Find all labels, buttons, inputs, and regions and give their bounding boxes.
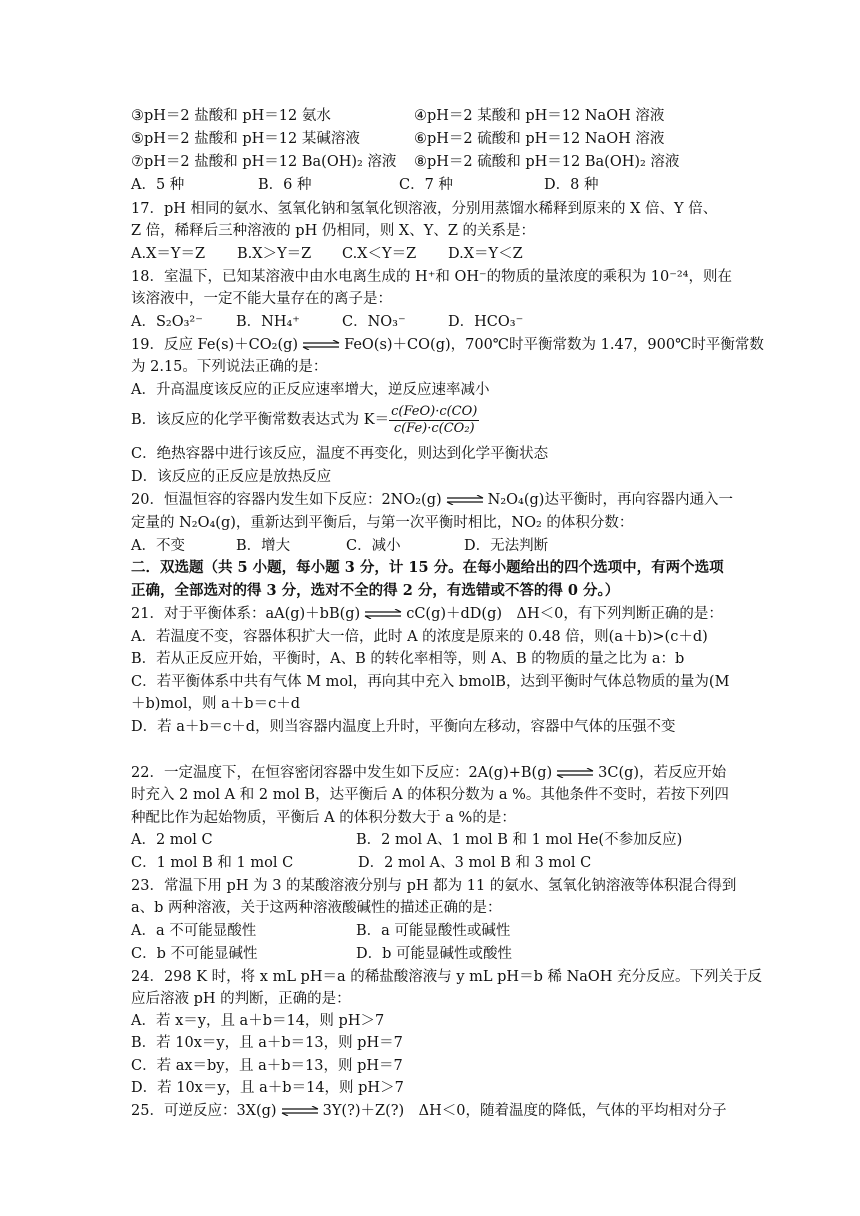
q23-option-c: C．b 不可能显碱性 (131, 946, 258, 962)
q23-option-a: A．a 不可能显酸性 (131, 923, 257, 939)
q19-stem (131, 335, 764, 355)
q25-stem (131, 1101, 727, 1121)
q17-stem-2: Z 倍，稀释后三种溶液的 pH 仍相同，则 X、Y、Z 的关系是： (131, 223, 536, 239)
q23-stem-2: a、b 两种溶液，关于这两种溶液酸碱性的描述正确的是： (131, 900, 502, 916)
q19-option-c: C．绝热容器中进行该反应，温度不再变化，则达到化学平衡状态 (131, 446, 549, 462)
q18-option-c: C．NO₃⁻ (342, 314, 406, 330)
q19-option-d: D．该反应的正反应是放热反应 (131, 469, 332, 485)
option-4: ④pH＝2 某酸和 pH＝12 NaOH 溶液 (414, 108, 665, 124)
section-2-heading-2: 正确，全部选对的得 3 分，选对不全的得 2 分，有选错或不答的得 0 分。） (131, 582, 620, 599)
q23-option-b: B．a 可能显酸性或碱性 (356, 923, 511, 939)
q19-stem-2: 为 2.15。下列说法正确的是： (131, 359, 328, 375)
q17-option-c: C.X＜Y＝Z (342, 246, 417, 262)
fraction-denominator: c(Fe)·c(CO₂) (393, 420, 475, 436)
section-2-heading: 二．双选题（共 5 小题，每小题 3 分，计 15 分。在每小题给出的四个选项中，有两个选项 (131, 559, 724, 576)
q23-stem: 23．常温下用 pH 为 3 的某酸溶液分别与 pH 都为 11 的氨水、氢氧化钠溶液等体积混合得到 (131, 878, 737, 894)
q22-option-a: A．2 mol C (131, 832, 213, 848)
q21-stem-part2: cC(g)＋dD(g) ΔH＜0，有下列判断正确的是： (406, 606, 723, 622)
q20-option-b: B．增大 (236, 538, 291, 554)
q25-stem-part1: 25．可逆反应：3X(g) (131, 1103, 277, 1119)
q21-option-c-2: ＋b)mol，则 a＋b＝c＋d (131, 696, 300, 712)
q18-option-d: D．HCO₃⁻ (448, 314, 524, 330)
q22-stem-2: 时充入 2 mol A 和 2 mol B，达平衡后 A 的体积分数为 a %。其他条件不变时，若按下列四 (131, 787, 729, 803)
q17-option-b: B.X＞Y＝Z (237, 246, 312, 262)
q18-stem-2: 该溶液中，一定不能大量存在的离子是： (131, 291, 392, 307)
q22-option-d: D．2 mol A、3 mol B 和 3 mol C (358, 855, 592, 871)
q25-stem-part2: 3Y(?)＋Z(?) ΔH＜0，随着温度的降低，气体的平均相对分子 (322, 1103, 727, 1119)
equilibrium-arrow-icon (281, 1106, 319, 1116)
q20-stem-2: 定量的 N₂O₄(g)，重新达到平衡后，与第一次平衡时相比，NO₂ 的体积分数： (131, 515, 634, 531)
q22-stem-part2: 3C(g)，若反应开始 (598, 765, 727, 781)
q24-stem: 24．298 K 时，将 x mL pH＝a 的稀盐酸溶液与 y mL pH＝b 稀 NaOH 充分反应。下列关于反 (131, 969, 763, 985)
q16-option-a: A．5 种 (131, 177, 185, 193)
q24-option-a: A．若 x＝y，且 a＋b＝14，则 pH＞7 (131, 1013, 385, 1029)
q19-option-a: A．升高温度该反应的正反应速率增大，逆反应速率减小 (131, 382, 490, 398)
q22-stem (131, 763, 726, 783)
q18-option-a: A．S₂O₃²⁻ (131, 314, 203, 330)
q22-stem-3: 种配比作为起始物质，平衡后 A 的体积分数大于 a %的是： (131, 810, 516, 826)
equilibrium-constant-fraction (389, 404, 479, 437)
q16-option-c: C．7 种 (399, 177, 453, 193)
equilibrium-arrow-icon (556, 768, 594, 778)
q20-option-c: C．减小 (346, 538, 401, 554)
q24-option-c: C．若 ax＝by，且 a＋b＝13，则 pH＝7 (131, 1058, 403, 1074)
q23-option-d: D．b 可能显碱性或酸性 (356, 946, 513, 962)
q17-option-a: A.X＝Y＝Z (131, 246, 206, 262)
option-7: ⑦pH＝2 盐酸和 pH＝12 Ba(OH)₂ 溶液 (131, 154, 397, 170)
q20-stem (131, 490, 733, 510)
q18-stem: 18．室温下，已知某溶液中由水电离生成的 H⁺和 OH⁻的物质的量浓度的乘积为 10⁻²⁴，则在 (131, 269, 732, 285)
q16-option-b: B．6 种 (258, 177, 312, 193)
q21-stem (131, 604, 723, 624)
option-3: ③pH＝2 盐酸和 pH＝12 氨水 (131, 108, 331, 124)
q22-stem-part1: 22．一定温度下，在恒容密闭容器中发生如下反应：2A(g)+B(g) (131, 765, 553, 781)
q17-option-d: D.X＝Y＜Z (448, 246, 523, 262)
q18-option-b: B．NH₄⁺ (236, 314, 300, 330)
q22-option-c: C．1 mol B 和 1 mol C (131, 855, 294, 871)
q20-option-a: A．不变 (131, 538, 185, 554)
option-5: ⑤pH＝2 盐酸和 pH＝12 某碱溶液 (131, 131, 360, 147)
q16-option-d: D．8 种 (544, 177, 599, 193)
q21-option-d: D．若 a＋b＝c＋d，则当容器内温度上升时，平衡向左移动，容器中气体的压强不变 (131, 719, 676, 735)
q21-option-a: A．若温度不变，容器体积扩大一倍，此时 A 的浓度是原来的 0.48 倍，则(a＋b)>(c＋d) (131, 629, 708, 645)
q19-stem-part2: FeO(s)＋CO(g)，700℃时平衡常数为 1.47，900℃时平衡常数 (344, 337, 764, 353)
q17-stem: 17．pH 相同的氨水、氢氧化钠和氢氧化钡溶液，分别用蒸馏水稀释到原来的 X 倍、Y 倍、 (131, 201, 718, 217)
q21-option-c: C．若平衡体系中共有气体 M mol，再向其中充入 bmolB，达到平衡时气体总物质的量为(M (131, 674, 730, 690)
q24-option-b: B．若 10x＝y，且 a＋b＝13，则 pH＝7 (131, 1035, 403, 1051)
q19-option-b (131, 400, 479, 440)
q21-option-b: B．若从正反应开始，平衡时，A、B 的转化率相等，则 A、B 的物质的量之比为 a：b (131, 651, 685, 667)
option-6: ⑥pH＝2 硫酸和 pH＝12 NaOH 溶液 (414, 131, 665, 147)
q19-option-b-text: B．该反应的化学平衡常数表达式为 K＝ (131, 412, 390, 428)
q24-option-d: D．若 10x＝y，且 a＋b＝14，则 pH＞7 (131, 1080, 404, 1096)
equilibrium-arrow-icon (446, 495, 484, 505)
q22-option-b: B．2 mol A、1 mol B 和 1 mol He(不参加反应) (356, 832, 683, 848)
q24-stem-2: 应后溶液 pH 的判断，正确的是： (131, 991, 351, 1007)
q21-stem-part1: 21．对于平衡体系：aA(g)＋bB(g) (131, 606, 361, 622)
q20-stem-part1: 20．恒温恒容的容器内发生如下反应：2NO₂(g) (131, 492, 442, 508)
q20-option-d: D．无法判断 (464, 538, 549, 554)
equilibrium-arrow-icon (364, 609, 402, 619)
q20-stem-part2: N₂O₄(g)达平衡时，再向容器内通入一 (487, 492, 733, 508)
q19-stem-part1: 19．反应 Fe(s)＋CO₂(g) (131, 337, 299, 353)
fraction-numerator: c(FeO)·c(CO) (391, 403, 478, 419)
equilibrium-arrow-icon (302, 340, 340, 350)
option-8: ⑧pH＝2 硫酸和 pH＝12 Ba(OH)₂ 溶液 (414, 154, 680, 170)
